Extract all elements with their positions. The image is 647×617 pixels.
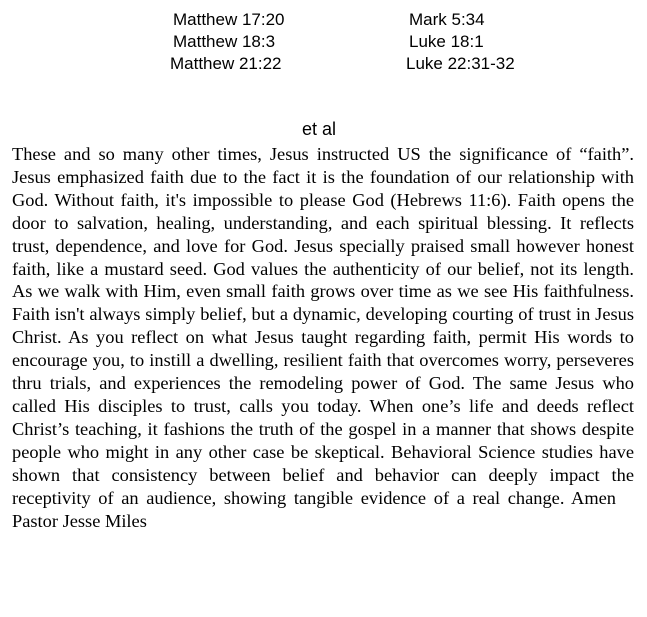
reference-luke-22-31-32: Luke 22:31-32 bbox=[406, 54, 515, 73]
reference-matthew-21-22: Matthew 21:22 bbox=[170, 54, 282, 73]
reference-matthew-17-20: Matthew 17:20 bbox=[173, 10, 285, 29]
body-paragraph bbox=[12, 143, 634, 532]
body-text: These and so many other times, Jesus instructed US the significance of “faith”. Jesus emphasized faith due to the fact it is the foundation of our relationship with God. Without faith, it's impossible to please God (Hebrews 11:6). Faith opens the door to salvation, healing, understanding, and each spiritual blessing. It reflects trust, dependence, and love for God. Jesus specially praised small however honest faith, like a mustard seed. God values the authenticity of our belief, not its length. As we walk with Him, even small faith grows over time as we see His faithfulness. Faith isn't always simply belief, but a dynamic, developing courting of trust in Jesus Christ. As you reflect on what Jesus taught regarding faith, permit His words to encourage you, to instill a dwelling, resilient faith that overcomes worry, perseveres thru trials, and experiences the remodeling power of God. The same Jesus who called His disciples to trust, calls you today. When one’s life and deeds reflect Christ’s teaching, it fashions the truth of the gospel in a manner that shows despite people who might in any other case be skeptical. Behavioral Science studies have shown that consistency between belief and behavior can deeply impact the receptivity of an audience, showing tangible evidence of a real change. Amen bbox=[12, 144, 634, 508]
reference-matthew-18-3: Matthew 18:3 bbox=[173, 32, 276, 51]
reference-mark-5-34: Mark 5:34 bbox=[409, 10, 485, 29]
reference-luke-18-1: Luke 18:1 bbox=[409, 32, 484, 51]
et-al-label: et al bbox=[302, 119, 337, 139]
signature: Pastor Jesse Miles bbox=[12, 510, 147, 531]
